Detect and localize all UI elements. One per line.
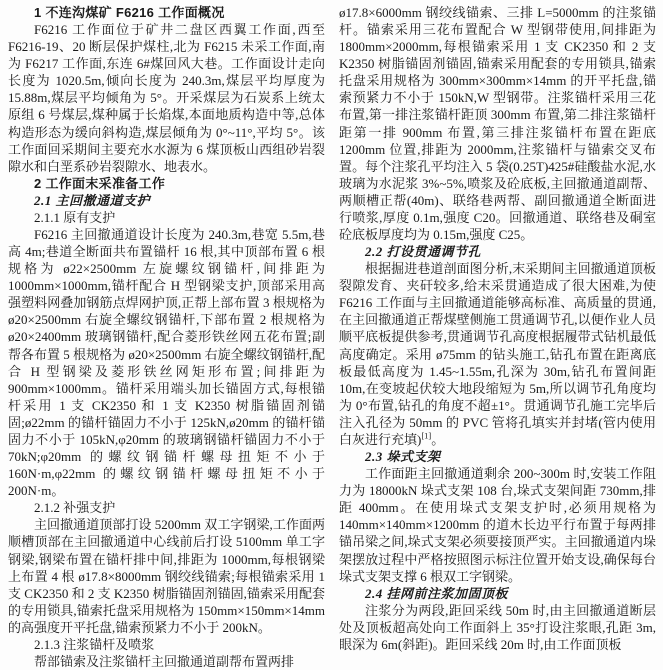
section-heading: 2.1.1 原有支护 <box>34 209 116 225</box>
section-heading: 2 工作面末采准备工作 <box>34 175 166 191</box>
right-column <box>339 4 656 652</box>
left-column <box>8 4 325 669</box>
section-heading: 2.1.2 补强支护 <box>34 500 116 516</box>
citation-ref: [1] <box>421 430 432 441</box>
paragraph: 主回撤通道顶部打设 5200mm 双工字钢梁,工作面两顺槽顶部在主回撤通道中心线前后打设 5100mm 单工字钢梁,钢梁布置在锚杆排中间,排距为 1000mm,每根钢梁上布置 4 根 ø17.8×8000mm 钢绞线锚索;每根锚索采用 1 支 CK2350 和 2 支 K2350 树脂锚固剂锚固,锚索采用配套的专用锁具,锚索托盘采用规格为 150mm×150mm×14mm 的高强度开平托盘,锚索预紧力不小于 200kN。 <box>8 517 325 635</box>
section-heading: 1 不连沟煤矿 F6216 工作面概况 <box>34 5 225 20</box>
section-heading: 2.3 垛式支架 <box>365 449 441 465</box>
paragraph: ø17.8×6000mm 钢绞线锚索、三排 L=5000mm 的注浆锚杆。锚索采用三花布置配合 W 型钢带使用,间排距为 1800mm×2000mm,每根锚索采用 1 支 CK2350 和 2 支 K2350 树脂锚固剂锚固,锚索采用配套的专用锁具,锚索托盘采用规格为 300mm×300mm×14mm 的开平托盘,锚索预紧力不小于 150kN,W 型钢带。注浆锚杆采用三花布置,第一排注浆锚杆距顶 300mm 布置,第二排注浆锚杆距第一排 900mm 布置,第三排注浆锚杆布置在距底 1200mm 位置,排距为 2000mm,注浆锚杆与锚索交叉布置。每个注浆孔平均注入 5 袋(0.25T)425#硅酸盐水泥,水玻璃为水泥浆 3%~5%,喷浆及砼底板,主回撤通道副帮、两顺槽正帮(40m)、联络巷两帮、副回撤通道全断面进行喷浆,厚度 0.1m,强度 C20。回撤通道、联络巷及硐室砼底板厚度均为 0.15m,强度 C25。 <box>339 5 656 243</box>
paragraph: F6216 主回撤通道设计长度为 240.3m,巷宽 5.5m,巷高 4m;巷道全断面共布置锚杆 16 根,其中顶部布置 6 根规格为 ø22×2500mm 左旋螺纹钢锚杆,间排距为 1000mm×1000mm,锚杆配合 H 型钢梁支护,顶部采用高强塑料网叠加钢筋点焊网护顶,正帮上部布置 3 根规格为 ø20×2500mm 右旋全螺纹钢锚杆,下部布置 2 根规格为 ø20×2400mm 玻璃钢锚杆,配合菱形铁丝网五花布置;副帮各布置 5 根规格为 ø20×2500mm 右旋全螺纹钢锚杆,配合 H 型钢梁及菱形铁丝网矩形布置;间排距为 900mm×1000mm。锚杆采用端头加长锚固方式,每根锚杆采用 1 支 CK2350 和 1 支 K2350 树脂锚固剂锚固;ø22mm 的锚杆锚固力不小于 125kN,ø20mm 的锚杆锚固力不小于 105kN,φ20mm 的玻璃钢锚杆锚固力不小于 70kN;φ20mm 的螺纹钢锚杆螺母扭矩不小于 160N·m,φ22mm 的螺纹钢锚杆螺母扭矩不小于 200N·m。 <box>8 227 325 499</box>
section-heading: 2.1.3 注浆锚杆及喷浆 <box>34 636 155 652</box>
paragraph: 根据掘进巷道剖面图分析,末采期间主回撤通道顶板裂隙发育、夹矸较多,给末采贯通造成了很大困难,为使 F6216 工作面与主回撤通道能够高标准、高质量的贯通,在主回撤通道正帮煤壁侧施工贯通调节孔,以便作业人员顺平底板提供参考,贯通调节孔高度根据履带式钻机最低高度确定。采用 ø75mm 的钻头施工,钻孔布置在距离底板最低高度为 1.45~1.55m,孔深为 30m,钻孔布置间距 10m,在变坡起伏较大地段缩短为 5m,所以调节孔角度均为 0°布置,钻孔的角度不超±1°。贯通调节孔施工完毕后注入孔径为 50mm 的 PVC 管将孔填实并封堵(管内使用白灰进行充填)[1]。 <box>339 261 656 447</box>
paragraph: F6216 工作面位于矿井二盘区西翼工作面,西至 F6216-19、20 断层保护煤柱,北为 F6215 未采工作面,南为 F6217 工作面,东连 6#煤回风大巷。工作面设计走向长度为 1020.5m,倾向长度为 240.3m,煤层平均厚度为 15.88m,煤层平均倾角为 5°。开采煤层为石炭系上统太原组 6 号煤层,煤种属于长焰煤,本面地质构造中等,总体构造形态为缓向斜构造,煤层倾角为 0°~11°,平均 5°。该工作面回采期间主要充水水源为 6 煤顶板山西组砂岩裂隙水和白垩系砂岩裂隙水、地表水。 <box>8 22 325 174</box>
paragraph: 工作面距主回撤通道剩余 200~300m 时,安装工作阻力为 18000kN 垛式支架 108 台,垛式支架间距 730mm,排距 400mm。在使用垛式支架支护时,必须用规格为 140mm×140mm×1200mm 的道木长边平行布置于每两排锚吊梁之间,垛式支架必须要接顶严实。主回撤通道内垛架摆放过程中严格按照图示标注位置开始支设,确保每台垛式支架支撑 6 根双工字钢梁。 <box>339 466 656 584</box>
section-heading: 2.1 主回撤通道支护 <box>34 192 151 208</box>
section-heading: 2.4 挂网前注浆加固顶板 <box>365 585 509 601</box>
paragraph: 注浆分为两段,距回采线 50m 时,由主回撤通道断层处及顶板超高处向工作面斜上 35°打设注浆眼,孔距 3m,眼深为 6m(斜距)。距回采线 20m 时,由工作面顶板 <box>339 602 656 652</box>
section-heading: 2.2 打设贯通调节孔 <box>365 244 482 260</box>
paragraph: 帮部锚索及注浆锚杆主回撤通道副帮布置两排 <box>34 653 295 669</box>
